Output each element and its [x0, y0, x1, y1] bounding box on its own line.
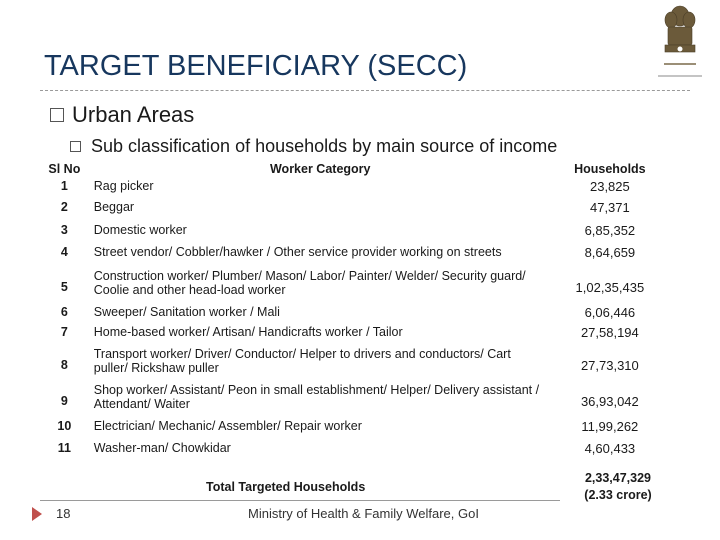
table-row — [38, 383, 670, 419]
cell-category: Electrician/ Mechanic/ Assembler/ Repair worker — [93, 419, 362, 433]
table-row — [38, 305, 670, 325]
total-targeted-households-value — [568, 470, 668, 504]
page-marker-icon — [32, 507, 42, 521]
table-row — [38, 347, 670, 383]
cell-category: Shop worker/ Assistant/ Peon in small establishment/ Helper/ Delivery assistant / Attendant/ Waiter — [93, 383, 540, 411]
cell-households: 47,371 — [589, 200, 630, 215]
bullet-box-icon — [70, 141, 81, 152]
table-row — [38, 223, 670, 245]
cell-households: 4,60,433 — [584, 441, 636, 456]
bullet-sub-classification — [70, 136, 557, 157]
cell-households: 23,825 — [589, 179, 630, 194]
cell-households: 6,06,446 — [584, 305, 636, 320]
table-row — [38, 245, 670, 269]
bullet-urban-areas — [50, 102, 194, 128]
header-households: Households — [574, 162, 646, 176]
header-worker-category: Worker Category — [269, 162, 371, 176]
cell-households: 1,02,35,435 — [575, 279, 645, 295]
table-header-row — [38, 162, 670, 179]
cell-category: Transport worker/ Driver/ Conductor/ Helper to drivers and conductors/ Cart puller/ Rickshaw puller — [93, 347, 511, 375]
footer-text: Ministry of Health & Family Welfare, GoI — [248, 506, 479, 521]
cell-sl: 6 — [60, 305, 68, 319]
cell-category: Washer-man/ Chowkidar — [93, 441, 231, 455]
cell-households: 27,73,310 — [580, 357, 639, 373]
cell-sl: 5 — [60, 280, 68, 294]
cell-category: Construction worker/ Plumber/ Mason/ Labor/ Painter/ Welder/ Security guard/ Coolie and other head-load worker — [93, 269, 526, 297]
cell-households: 6,85,352 — [584, 223, 636, 238]
cell-sl: 3 — [60, 223, 68, 237]
cell-sl: 10 — [57, 419, 72, 433]
cell-households: 11,99,262 — [581, 419, 639, 434]
cell-category: Domestic worker — [93, 223, 187, 237]
cell-sl: 1 — [60, 179, 68, 193]
cell-sl: 2 — [60, 200, 68, 214]
cell-sl: 7 — [60, 325, 68, 339]
cell-sl: 9 — [60, 394, 68, 408]
table-row — [38, 179, 670, 200]
cell-sl: 11 — [57, 441, 71, 455]
table-row — [38, 325, 670, 347]
table-row — [38, 419, 670, 441]
page-number: 18 — [56, 506, 71, 521]
bullet-level1-text: Urban Areas — [72, 102, 195, 127]
cell-households: 27,58,194 — [580, 325, 639, 340]
slide-title: TARGET BENEFICIARY (SECC) — [44, 50, 468, 82]
title-divider — [40, 90, 690, 91]
worker-category-table — [38, 162, 670, 463]
cell-category: Sweeper/ Sanitation worker / Mali — [93, 305, 280, 319]
table-row — [38, 441, 670, 463]
cell-households: 8,64,659 — [584, 245, 636, 260]
bullet-box-icon — [50, 108, 64, 122]
cell-households: 36,93,042 — [580, 393, 639, 409]
cell-category: Beggar — [93, 200, 135, 214]
cell-sl: 8 — [60, 358, 68, 372]
cell-category: Rag picker — [93, 179, 154, 193]
total-value: 2,33,47,329 — [584, 471, 652, 485]
cell-category: Home-based worker/ Artisan/ Handicrafts worker / Tailor — [93, 325, 403, 339]
table-row — [38, 269, 670, 305]
cell-category: Street vendor/ Cobbler/hawker / Other service provider working on streets — [93, 245, 502, 259]
bullet-level2-text: Sub classification of households by main source of income — [91, 136, 558, 156]
cell-sl: 4 — [60, 245, 68, 259]
total-value-note: (2.33 crore) — [584, 488, 652, 502]
header-sl-no: Sl No — [48, 162, 81, 176]
table-row — [38, 200, 670, 223]
total-targeted-households-label: Total Targeted Households — [206, 480, 366, 494]
footer-divider — [40, 500, 560, 501]
national-emblem-logo — [652, 2, 708, 82]
